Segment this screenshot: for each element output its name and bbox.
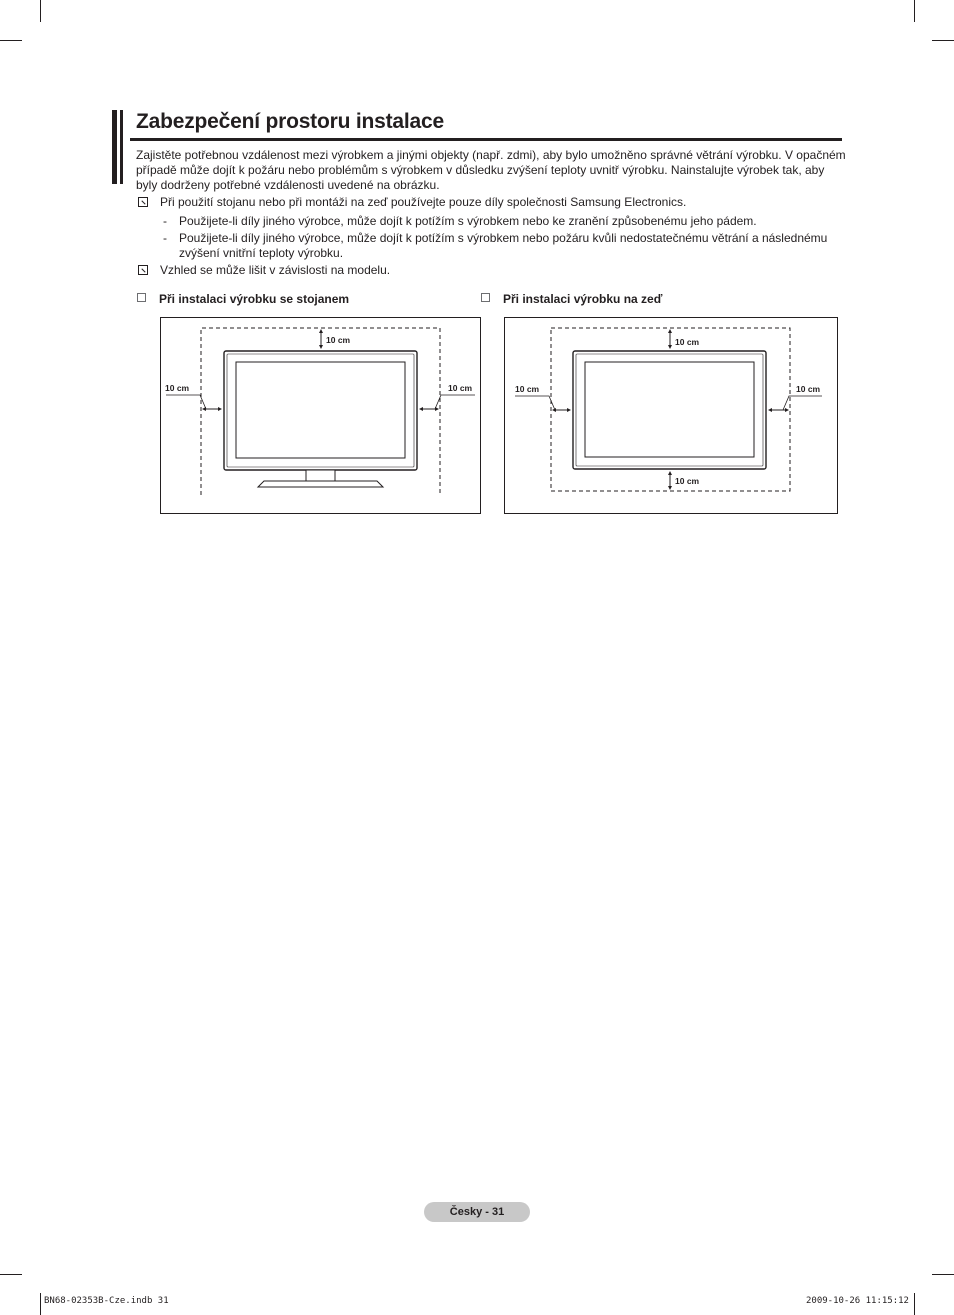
wall-clearance-diagram <box>504 317 839 515</box>
page-title: Zabezpečení prostoru instalace <box>136 110 444 133</box>
tv-screen <box>236 362 405 458</box>
note-text: Vzhled se může lišit v závislosti na modelu. <box>160 263 391 277</box>
square-bullet-icon <box>481 293 490 302</box>
clearance-label: 10 cm <box>675 337 700 347</box>
dash-text: Použijete-li díly jiného výrobce, může dojít k potížím s výrobkem nebo požáru kvůli nedostatečnému větrání a následnému zvýšení vnitřní teploty výrobku. <box>179 231 828 261</box>
tv-screen <box>585 362 754 457</box>
crop-mark <box>932 1274 954 1275</box>
dash-symbol: - <box>163 231 167 245</box>
note-icon <box>138 197 148 207</box>
stand-heading <box>137 292 349 306</box>
clearance-label: 10 cm <box>448 383 473 393</box>
title-rule <box>130 138 842 141</box>
stand-heading-text: Při instalaci výrobku se stojanem <box>159 292 350 306</box>
print-slug-left: BN68-02353B-Cze.indb 31 <box>44 1296 169 1306</box>
tv-neck <box>306 470 335 481</box>
crop-mark <box>0 1274 22 1275</box>
tv-stand-base <box>258 481 383 487</box>
crop-mark <box>914 0 915 22</box>
note-icon <box>138 265 148 275</box>
crop-mark <box>914 1293 915 1315</box>
dash-symbol: - <box>163 214 167 228</box>
dash-text: Použijete-li díly jiného výrobce, může dojít k potížím s výrobkem nebo ke zranění způsobenému jeho pádem. <box>179 214 757 228</box>
square-bullet-icon <box>137 293 146 302</box>
print-slug-right: 2009-10-26 11:15:12 <box>806 1296 909 1306</box>
clearance-label: 10 cm <box>796 384 821 394</box>
crop-mark <box>40 0 41 22</box>
clearance-label: 10 cm <box>326 335 351 345</box>
dash-item <box>163 231 853 261</box>
stand-clearance-diagram <box>160 317 482 515</box>
wall-heading <box>481 292 662 306</box>
crop-mark <box>40 1293 41 1315</box>
clearance-label: 10 cm <box>515 384 540 394</box>
clearance-label: 10 cm <box>165 383 190 393</box>
intro-paragraph: Zajistěte potřebnou vzdálenost mezi výrobkem a jinými objekty (např. zdmi), aby bylo umožněno správné větrání výrobku. V opačném případě může dojít k požáru nebo problémům s výrobkem v důsledku zvýšení teploty uvnitř výrobku. Nainstalujte výrobek tak, aby byly dodrženy potřebné vzdálenosti uvedené na obrázku. <box>136 148 846 193</box>
crop-mark <box>932 40 954 41</box>
wall-heading-text: Při instalaci výrobku na zeď <box>503 292 663 306</box>
dash-item <box>163 214 853 229</box>
clearance-label: 10 cm <box>675 476 700 486</box>
page-number-badge: Česky - 31 <box>424 1202 530 1222</box>
crop-mark <box>0 40 22 41</box>
note-text: Při použití stojanu nebo při montáži na zeď používejte pouze díly společnosti Samsung Electronics. <box>160 195 687 209</box>
